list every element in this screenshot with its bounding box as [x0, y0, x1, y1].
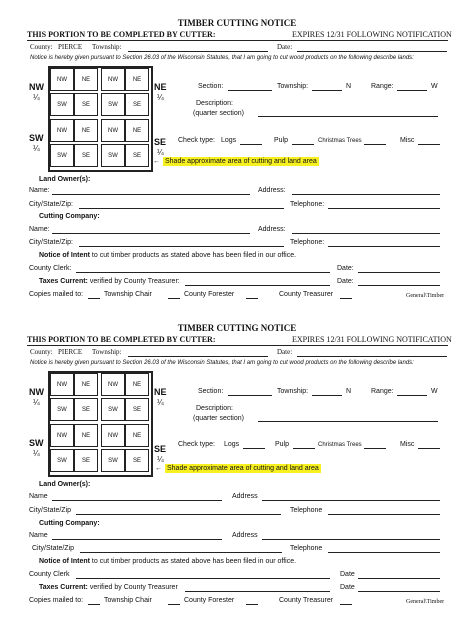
grid-cell[interactable]: SE: [125, 449, 149, 472]
telephone-label: Telephone:: [290, 201, 325, 208]
county-clerk-field[interactable]: [76, 578, 330, 579]
expires-note: EXPIRES 12/31 FOLLOWING NOTIFICATION: [292, 335, 452, 344]
grid-cell[interactable]: NE: [74, 373, 98, 396]
grid-cell[interactable]: SW: [101, 93, 125, 116]
company-name-field[interactable]: [52, 233, 250, 234]
notice-of-intent-text: to cut timber products as stated above has been filed in our office.: [91, 558, 297, 565]
quadrant-nw: NW: [29, 387, 44, 397]
portion-heading: THIS PORTION TO BE COMPLETED BY CUTTER:: [27, 335, 216, 344]
quarter-symbol: ¼: [157, 148, 164, 157]
check-type-label: Check type:: [178, 441, 215, 448]
cutting-company-label: Cutting Company:: [39, 520, 100, 527]
grid-cell[interactable]: SW: [50, 449, 74, 472]
shade-note: Shade approximate area of cutting and land area: [167, 465, 319, 472]
date-field[interactable]: [297, 356, 447, 357]
misc-label: Misc: [400, 137, 415, 144]
clerk-date-field[interactable]: [358, 272, 440, 273]
county-label: County:: [30, 348, 53, 356]
section-label: Section:: [198, 388, 224, 395]
copy-check-field[interactable]: [168, 604, 180, 605]
company-address-field[interactable]: [262, 539, 440, 540]
christmas-trees-label: Christmas Trees: [318, 442, 362, 448]
section-grid[interactable]: [48, 371, 153, 477]
township-label: Township:: [92, 348, 122, 356]
taxes-current-text: verified by County Treasurer: [89, 584, 178, 591]
county-value: PIERCE: [58, 43, 83, 51]
north-label: N: [346, 388, 352, 395]
description-field[interactable]: [258, 116, 438, 117]
west-label: W: [431, 83, 438, 90]
copies-mailed-label: Copies mailed to:: [29, 597, 84, 604]
section-field[interactable]: [228, 90, 272, 91]
land-owners-label: Land Owner(s):: [39, 481, 91, 488]
owner-phone-field[interactable]: [328, 208, 440, 209]
county-clerk-field[interactable]: [76, 272, 330, 273]
description-label: Description:: [196, 100, 233, 107]
name-label: Name: [29, 493, 48, 500]
quarter-section-label: (quarter section): [193, 415, 244, 422]
owner-phone-field[interactable]: [328, 514, 440, 515]
logs-label: Logs: [224, 441, 240, 448]
owner-name-field[interactable]: [52, 194, 250, 195]
owner-city-field[interactable]: [79, 208, 284, 209]
grid-cell[interactable]: SE: [74, 398, 98, 421]
arrow-left-icon: ←: [155, 465, 162, 472]
grid-cell[interactable]: SW: [50, 398, 74, 421]
misc-label: Misc: [400, 441, 415, 448]
check-type-label: Check type:: [178, 137, 215, 144]
city-state-zip-label: City/State/Zip: [29, 507, 72, 514]
owner-address-field[interactable]: [262, 500, 440, 501]
logs-field[interactable]: [240, 144, 262, 145]
cutting-company-label: Cutting Company:: [39, 213, 100, 220]
grid-cell[interactable]: NE: [74, 424, 98, 447]
copy-check-field[interactable]: [340, 298, 352, 299]
quarter-symbol: ¼: [157, 455, 164, 464]
township-chair-label: Township Chair: [104, 291, 152, 298]
date-field[interactable]: [297, 51, 447, 52]
quadrant-se: SE: [154, 137, 167, 147]
pulp-field[interactable]: [292, 144, 314, 145]
grid-cell[interactable]: SW: [50, 144, 74, 167]
telephone-label: Telephone: [290, 545, 323, 552]
grid-cell[interactable]: NW: [50, 373, 74, 396]
township-number-field[interactable]: [312, 395, 342, 396]
city-state-zip-label: City/State/Zip:: [29, 201, 73, 208]
county-label: County:: [30, 43, 53, 51]
footer-code: General\Timber: [406, 599, 445, 605]
owner-address-field[interactable]: [292, 194, 440, 195]
expires-note: EXPIRES 12/31 FOLLOWING NOTIFICATION: [292, 30, 452, 39]
section-label: Section:: [198, 83, 224, 90]
copy-check-field[interactable]: [340, 604, 352, 605]
taxes-date-field[interactable]: [358, 591, 440, 592]
arrow-left-icon: ←: [153, 158, 160, 165]
taxes-current-bold: Taxes Current:: [39, 278, 88, 285]
quadrant-sw: SW: [29, 438, 44, 448]
copy-check-field[interactable]: [246, 298, 258, 299]
telephone-label: Telephone: [290, 507, 323, 514]
address-label: Address: [232, 493, 258, 500]
quadrant-ne: NE: [154, 82, 167, 92]
statute-text: Notice is hereby given pursuant to Section 26.03 of the Wisconsin Statutes, that I am going to cut wood products on the following describe lands:: [30, 360, 414, 366]
copy-check-field[interactable]: [246, 604, 258, 605]
county-treasurer-label: County Treasurer: [279, 291, 334, 298]
notice-of-intent: [39, 252, 296, 259]
christmas-trees-field[interactable]: [364, 448, 386, 449]
pulp-label: Pulp: [275, 441, 290, 448]
address-label: Address: [232, 532, 258, 539]
name-label: Name:: [29, 187, 50, 194]
footer-code: General\Timber: [406, 293, 445, 299]
grid-cell[interactable]: SW: [101, 398, 125, 421]
date-label: Date:: [337, 265, 354, 272]
west-label: W: [431, 388, 438, 395]
city-state-zip-label: City/State/Zip: [32, 545, 75, 552]
pulp-label: Pulp: [274, 137, 289, 144]
notice-of-intent-bold: Notice of Intent: [39, 558, 90, 565]
county-value: PIERCE: [58, 348, 83, 356]
quarter-symbol: ¼: [33, 398, 40, 407]
notice-of-intent-bold: Notice of Intent: [39, 252, 90, 259]
grid-cell[interactable]: NE: [125, 424, 149, 447]
grid-cell[interactable]: NE: [74, 119, 98, 142]
address-label: Address:: [258, 187, 286, 194]
taxes-field[interactable]: [185, 591, 330, 592]
township-label: Township:: [92, 43, 122, 51]
address-label: Address:: [258, 226, 286, 233]
misc-field[interactable]: [418, 448, 440, 449]
grid-cell[interactable]: SW: [101, 449, 125, 472]
township-field[interactable]: [128, 51, 268, 52]
description-field[interactable]: [258, 421, 438, 422]
grid-cell[interactable]: NW: [50, 424, 74, 447]
quarter-symbol: ¼: [33, 144, 40, 153]
grid-cell[interactable]: NW: [50, 68, 74, 91]
north-label: N: [346, 83, 352, 90]
county-clerk-label: County Clerk: [29, 571, 70, 578]
township-label: Township:: [277, 83, 309, 90]
range-label: Range:: [371, 83, 394, 90]
grid-cell[interactable]: NW: [101, 119, 125, 142]
company-name-field[interactable]: [52, 539, 222, 540]
notice-of-intent-text: to cut timber products as stated above has been filed in our office.: [91, 252, 297, 259]
township-field[interactable]: [128, 356, 268, 357]
date-label: Date: [340, 571, 355, 578]
date-label: Date: [340, 584, 355, 591]
city-state-zip-label: City/State/Zip:: [29, 239, 73, 246]
section-field[interactable]: [228, 395, 272, 396]
pulp-field[interactable]: [293, 448, 315, 449]
notice-copy-1: [0, 0, 474, 300]
notice-copy-2: [0, 305, 474, 605]
copy-check-field[interactable]: [168, 298, 180, 299]
grid-cell[interactable]: NE: [125, 373, 149, 396]
company-city-field[interactable]: [79, 246, 284, 247]
company-phone-field[interactable]: [328, 552, 440, 553]
grid-cell[interactable]: SE: [74, 449, 98, 472]
description-label: Description:: [196, 405, 233, 412]
grid-cell[interactable]: NW: [101, 373, 125, 396]
range-field[interactable]: [397, 90, 427, 91]
date-label: Date:: [337, 278, 354, 285]
misc-field[interactable]: [418, 144, 440, 145]
quarter-symbol: ¼: [33, 449, 40, 458]
shade-note: Shade approximate area of cutting and land area: [165, 158, 317, 165]
range-label: Range:: [371, 388, 394, 395]
quarter-section-label: (quarter section): [193, 110, 244, 117]
quadrant-sw: SW: [29, 133, 44, 143]
date-label: Date:: [277, 43, 293, 51]
township-number-field[interactable]: [312, 90, 342, 91]
company-phone-field[interactable]: [328, 246, 440, 247]
owner-name-field[interactable]: [52, 500, 222, 501]
copy-check-field[interactable]: [88, 604, 100, 605]
owner-city-field[interactable]: [76, 514, 281, 515]
date-label: Date:: [277, 348, 293, 356]
name-label: Name:: [29, 226, 50, 233]
logs-label: Logs: [221, 137, 237, 144]
company-city-field[interactable]: [80, 552, 282, 553]
grid-cell[interactable]: NE: [125, 119, 149, 142]
taxes-field[interactable]: [185, 285, 330, 286]
notice-of-intent: [39, 558, 296, 565]
quarter-symbol: ¼: [33, 93, 40, 102]
grid-cell[interactable]: SE: [74, 144, 98, 167]
grid-cell[interactable]: SE: [125, 93, 149, 116]
copy-check-field[interactable]: [88, 298, 100, 299]
taxes-current: [39, 278, 180, 285]
christmas-trees-label: Christmas Trees: [318, 138, 362, 144]
county-forester-label: County Forester: [184, 291, 235, 298]
grid-cell[interactable]: NE: [74, 68, 98, 91]
grid-cell[interactable]: NW: [101, 424, 125, 447]
grid-cell[interactable]: SE: [125, 144, 149, 167]
grid-cell[interactable]: SW: [101, 144, 125, 167]
logs-field[interactable]: [243, 448, 265, 449]
quarter-symbol: ¼: [157, 398, 164, 407]
taxes-date-field[interactable]: [358, 285, 440, 286]
telephone-label: Telephone:: [290, 239, 325, 246]
county-clerk-label: County Clerk:: [29, 265, 72, 272]
range-field[interactable]: [397, 395, 427, 396]
grid-cell[interactable]: SW: [50, 93, 74, 116]
form-title: TIMBER CUTTING NOTICE: [177, 18, 297, 28]
grid-cell[interactable]: SE: [125, 398, 149, 421]
taxes-current: [39, 584, 178, 591]
township-label: Township:: [277, 388, 309, 395]
township-chair-label: Township Chair: [104, 597, 152, 604]
portion-heading: THIS PORTION TO BE COMPLETED BY CUTTER:: [27, 30, 216, 39]
grid-cell[interactable]: SE: [74, 93, 98, 116]
county-treasurer-label: County Treasurer: [279, 597, 334, 604]
name-label: Name: [29, 532, 48, 539]
quadrant-nw: NW: [29, 82, 44, 92]
quadrant-se: SE: [154, 444, 167, 454]
quarter-symbol: ¼: [157, 93, 164, 102]
copies-mailed-label: Copies mailed to:: [29, 291, 84, 298]
section-grid[interactable]: [48, 66, 153, 172]
land-owners-label: Land Owner(s):: [39, 176, 91, 183]
quadrant-ne: NE: [154, 387, 167, 397]
taxes-current-bold: Taxes Current:: [39, 584, 88, 591]
christmas-trees-field[interactable]: [364, 144, 386, 145]
statute-text: Notice is hereby given pursuant to Section 26.03 of the Wisconsin Statutes, that I am going to cut wood products on the following describe lands:: [30, 55, 414, 61]
grid-cell[interactable]: NW: [101, 68, 125, 91]
taxes-current-text: verified by County Treasurer:: [89, 278, 180, 285]
grid-cell[interactable]: NE: [125, 68, 149, 91]
form-title: TIMBER CUTTING NOTICE: [177, 323, 297, 333]
grid-cell[interactable]: NW: [50, 119, 74, 142]
county-forester-label: County Forester: [184, 597, 235, 604]
company-address-field[interactable]: [292, 233, 440, 234]
clerk-date-field[interactable]: [358, 578, 440, 579]
